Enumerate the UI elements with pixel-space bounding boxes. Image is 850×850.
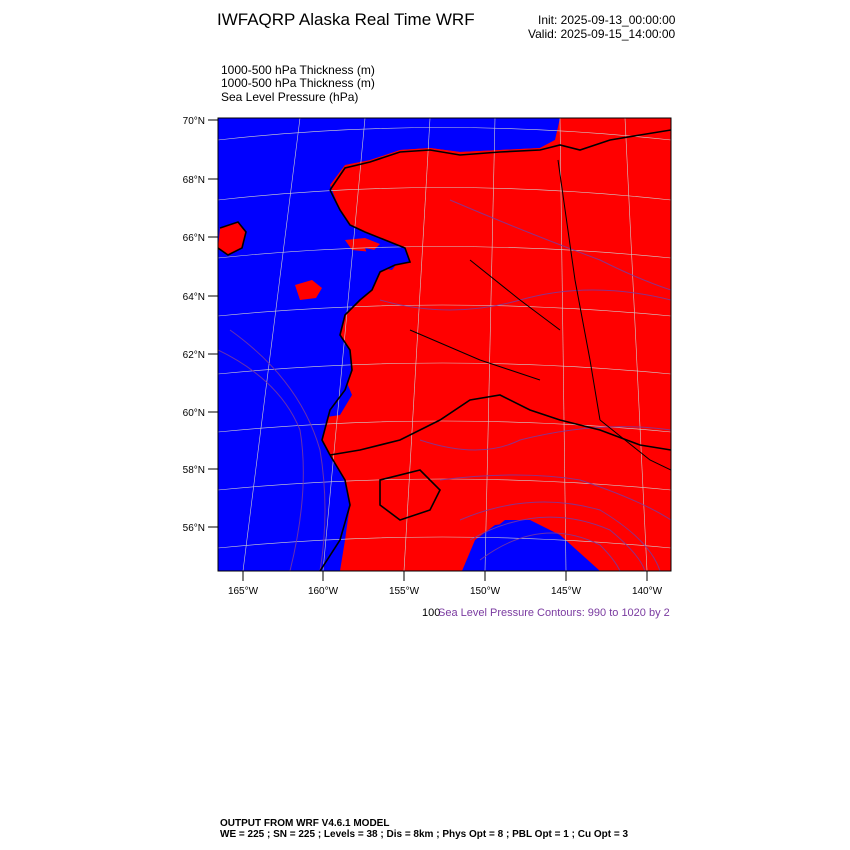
lat-label-62: 62°N	[182, 350, 205, 361]
map-title: IWFAQRP Alaska Real Time WRF	[217, 10, 475, 29]
lon-ticks	[243, 571, 647, 581]
footer-config: WE = 225 ; SN = 225 ; Levels = 38 ; Dis = 8km ; Phys Opt = 8 ; PBL Opt = 1 ; Cu Opt = 3	[220, 829, 629, 840]
lat-label-58: 58°N	[182, 465, 205, 476]
lon-label-165: 165°W	[227, 586, 259, 597]
lat-label-70: 70°N	[182, 116, 205, 127]
field-label-slp: Sea Level Pressure (hPa)	[221, 90, 359, 104]
lon-label-160: 160°W	[307, 586, 339, 597]
lat-labels	[183, 116, 205, 534]
footer-model: OUTPUT FROM WRF V4.6.1 MODEL	[220, 818, 390, 829]
lat-label-60: 60°N	[182, 408, 205, 419]
lat-label-56: 56°N	[182, 523, 205, 534]
warm-region	[322, 118, 671, 571]
lon-label-155: 155°W	[388, 586, 420, 597]
lat-ticks	[208, 120, 218, 527]
field-label-thickness-1: 1000-500 hPa Thickness (m)	[221, 63, 375, 77]
contour-legend: Sea Level Pressure Contours: 990 to 1020 by 2	[438, 607, 670, 619]
init-time: Init: 2025-09-13_00:00:00	[538, 13, 676, 27]
valid-time: Valid: 2025-09-15_14:00:00	[528, 27, 676, 41]
field-label-thickness-2: 1000-500 hPa Thickness (m)	[221, 76, 375, 90]
lon-labels	[228, 586, 663, 597]
lon-label-140: 140°W	[631, 586, 663, 597]
lat-label-64: 64°N	[182, 292, 205, 303]
lon-label-150: 150°W	[469, 586, 501, 597]
contour-label-prefix: 100	[422, 607, 441, 619]
map-panel	[218, 118, 671, 571]
lat-label-68: 68°N	[182, 175, 205, 186]
lat-label-66: 66°N	[182, 233, 205, 244]
lon-label-145: 145°W	[550, 586, 582, 597]
